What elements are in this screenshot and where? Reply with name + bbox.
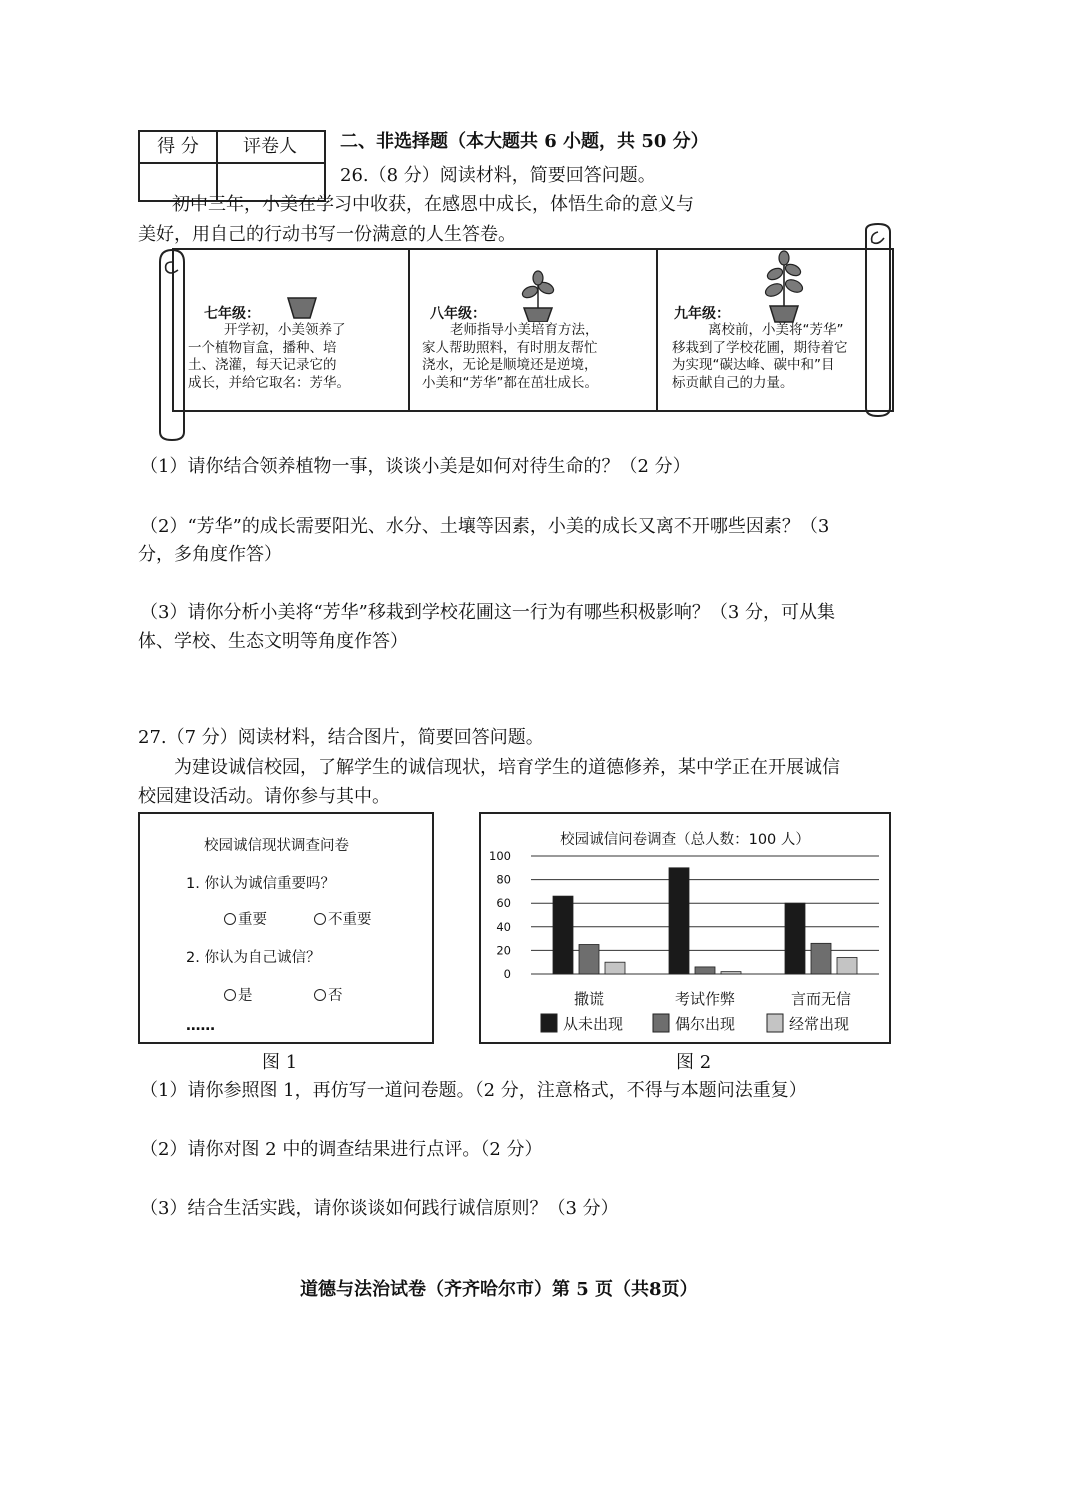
x-category-label: 考试作弊 — [674, 990, 736, 1008]
empty-pot-icon — [286, 296, 318, 320]
survey-q2: 2. 你认为自己诚信？ — [186, 950, 321, 966]
legend-swatch — [541, 1014, 557, 1032]
y-tick-label: 0 — [503, 967, 511, 981]
section-title: 二、非选择题（本大题共 6 小题，共 50 分） — [340, 131, 709, 152]
bar — [721, 972, 741, 974]
y-tick-label: 100 — [489, 849, 511, 863]
bar — [553, 896, 573, 974]
q27-sub2: （2）请你对图 2 中的调查结果进行点评。（2 分） — [140, 1139, 543, 1160]
bar — [695, 967, 715, 974]
y-tick-label: 20 — [496, 943, 511, 958]
bar — [811, 943, 831, 974]
q26-sub3-line2: 体、学校、生态文明等角度作答） — [138, 631, 408, 652]
bar — [837, 957, 857, 974]
grade7-label: 七年级： — [204, 306, 260, 322]
grade9-text: 离校前，小美将“芳华” 移栽到了学校花圃，期待着它 为实现“碳达峰、碳中和”目 标贡献自己的力量。 — [672, 322, 848, 391]
grade8-label: 八年级： — [430, 306, 486, 322]
grown-plant-icon — [762, 250, 806, 324]
q26-sub3-line1: （3）请你分析小美将“芳华”移栽到学校花圃这一行为有哪些积极影响？（3 分，可从集 — [140, 602, 836, 623]
panel-grade8 — [408, 250, 656, 410]
grade9-label: 九年级： — [674, 306, 730, 322]
q27-sub1: （1）请你参照图 1，再仿写一道问卷题。（2 分，注意格式，不得与本题问法重复） — [140, 1080, 807, 1101]
grade7-text: 开学初，小美领养了 一个植物盲盒，播种、培 土、浇灌，每天记录它的 成长，并给它取名：芳华。 — [188, 322, 350, 391]
grade8-text: 老师指导小美培育方法， 家人帮助照料，有时朋友帮忙 浇水，无论是顺境还是逆境， 小美和“芳华”都在茁壮成长。 — [422, 322, 599, 391]
x-category-label: 言而无信 — [790, 990, 852, 1008]
x-category-label: 撒谎 — [573, 990, 605, 1008]
score-header: 得 分 — [140, 132, 218, 164]
survey-q1-option1[interactable]: 重要 — [224, 908, 267, 929]
q27-material-line2: 校园建设活动。请你参与其中。 — [138, 786, 390, 807]
growth-scroll — [172, 248, 894, 412]
fig1-label: 图 1 — [262, 1052, 298, 1073]
survey-title: 校园诚信现状调查问卷 — [204, 838, 349, 854]
panel-grade7 — [174, 250, 408, 410]
survey-q2-option2[interactable]: 否 — [314, 984, 343, 1005]
legend-label: 从未出现 — [563, 1015, 624, 1033]
y-tick-label: 60 — [496, 896, 511, 911]
legend-swatch — [767, 1014, 783, 1032]
q26-material-line2: 美好，用自己的行动书写一份满意的人生答卷。 — [138, 224, 516, 245]
bar-chart — [481, 814, 889, 1042]
radio-icon — [314, 989, 326, 1001]
q26-sub2-line1: （2）“芳华”的成长需要阳光、水分、土壤等因素，小美的成长又离不开哪些因素？（3 — [140, 516, 830, 537]
radio-icon — [224, 989, 236, 1001]
q27-sub3: （3）结合生活实践，请你谈谈如何践行诚信原则？（3 分） — [140, 1198, 619, 1219]
legend-label: 经常出现 — [789, 1015, 850, 1033]
q26-material-line1: 初中三年，小美在学习中收获，在感恩中成长，体悟生命的意义与 — [172, 194, 694, 215]
bar — [605, 962, 625, 974]
bar — [579, 945, 599, 975]
sprout-pot-icon — [518, 270, 558, 322]
panel-grade9 — [656, 250, 892, 410]
bar — [669, 868, 689, 974]
chart-figure — [479, 812, 891, 1044]
q26-sub2-line2: 分，多角度作答） — [138, 544, 282, 565]
grader-header: 评卷人 — [216, 132, 324, 164]
page-footer: 道德与法治试卷（齐齐哈尔市）第 5 页（共8页） — [300, 1279, 698, 1300]
y-tick-label: 80 — [496, 872, 511, 887]
survey-q1-option2[interactable]: 不重要 — [314, 908, 372, 929]
q27-intro: 27.（7 分）阅读材料，结合图片，简要回答问题。 — [138, 727, 544, 748]
survey-q2-option1[interactable]: 是 — [224, 984, 253, 1005]
bar — [785, 903, 805, 974]
legend-swatch — [653, 1014, 669, 1032]
legend-label: 偶尔出现 — [675, 1015, 736, 1033]
q26-intro: 26.（8 分）阅读材料，简要回答问题。 — [340, 165, 656, 186]
q27-material-line1: 为建设诚信校园，了解学生的诚信现状，培育学生的道德修养，某中学正在开展诚信 — [174, 757, 840, 778]
q26-sub1: （1）请你结合领养植物一事，谈谈小美是如何对待生命的？（2 分） — [140, 456, 691, 477]
y-tick-label: 40 — [496, 919, 511, 934]
radio-icon — [224, 913, 236, 925]
fig2-label: 图 2 — [676, 1052, 712, 1073]
survey-q1: 1. 你认为诚信重要吗？ — [186, 876, 335, 892]
survey-figure — [138, 812, 434, 1044]
radio-icon — [314, 913, 326, 925]
chart-title: 校园诚信问卷调查（总人数：100 人） — [560, 832, 810, 848]
survey-ellipsis: …… — [186, 1018, 215, 1034]
